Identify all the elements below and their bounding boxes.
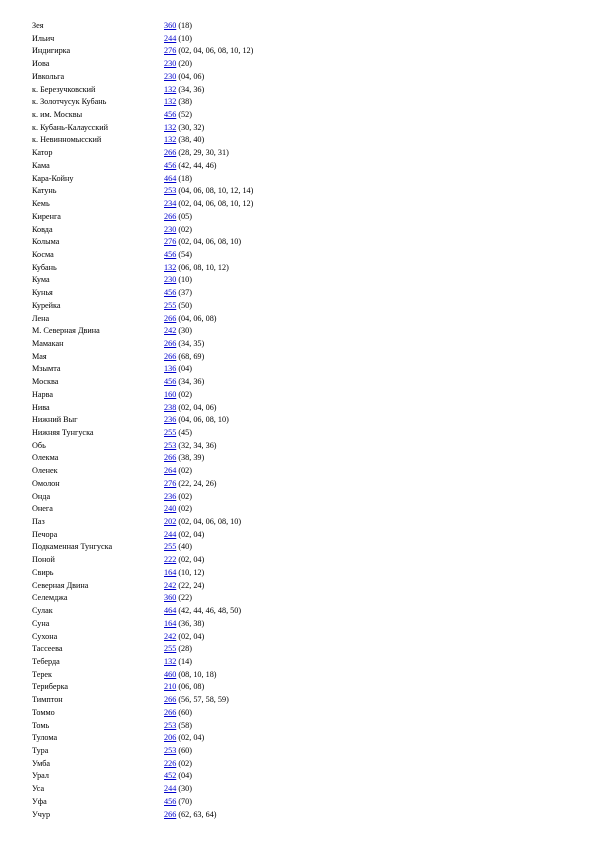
sheet-numbers: (60) bbox=[178, 745, 192, 755]
page-link[interactable]: 456 bbox=[164, 377, 177, 387]
river-name: Нива bbox=[32, 402, 50, 412]
page-reference bbox=[164, 516, 241, 529]
page-reference bbox=[164, 325, 192, 338]
page-link[interactable]: 234 bbox=[164, 199, 177, 209]
river-name: Тимптон bbox=[32, 695, 63, 705]
river-name: Селемджа bbox=[32, 593, 68, 603]
river-name: Терек bbox=[32, 669, 53, 679]
page-link[interactable]: 266 bbox=[164, 148, 177, 158]
page-reference bbox=[164, 580, 204, 593]
page-reference bbox=[164, 478, 217, 491]
river-name: Нарва bbox=[32, 389, 54, 399]
page-link[interactable]: 236 bbox=[164, 415, 177, 425]
river-name: Зея bbox=[32, 21, 44, 30]
page-link[interactable]: 276 bbox=[164, 46, 177, 56]
river-name: Москва bbox=[32, 377, 59, 387]
page-link[interactable]: 230 bbox=[164, 275, 177, 285]
page-reference bbox=[164, 529, 204, 542]
page-reference bbox=[164, 185, 253, 198]
page-link[interactable]: 253 bbox=[164, 186, 177, 196]
page-reference bbox=[164, 427, 192, 440]
page-link[interactable]: 202 bbox=[164, 517, 177, 527]
river-name: Сулак bbox=[32, 606, 53, 616]
page-link[interactable]: 266 bbox=[164, 211, 177, 221]
page-reference bbox=[164, 338, 204, 351]
page-reference bbox=[164, 287, 192, 300]
river-name: Мзымта bbox=[32, 364, 61, 374]
sheet-numbers: (22, 24) bbox=[178, 580, 205, 590]
page-link[interactable]: 266 bbox=[164, 707, 177, 717]
sheet-numbers: (02) bbox=[178, 491, 192, 501]
river-name: Поной bbox=[32, 555, 55, 565]
sheet-numbers: (02, 04, 06) bbox=[178, 402, 217, 412]
page-reference bbox=[164, 274, 192, 287]
page-link[interactable]: 160 bbox=[164, 389, 177, 399]
river-name: Кума bbox=[32, 275, 50, 285]
sheet-numbers: (38, 40) bbox=[178, 135, 205, 145]
page-reference bbox=[164, 224, 192, 237]
page-reference bbox=[164, 300, 192, 313]
page-reference bbox=[164, 681, 204, 694]
page-link[interactable]: 132 bbox=[164, 262, 177, 272]
sheet-numbers: (36, 38) bbox=[178, 618, 205, 628]
river-name: Тулома bbox=[32, 733, 58, 743]
page-link[interactable]: 266 bbox=[164, 453, 177, 463]
river-name: Ковда bbox=[32, 224, 53, 234]
page-reference bbox=[164, 783, 192, 796]
sheet-numbers: (02, 04, 06, 08, 10, 12) bbox=[178, 199, 254, 209]
page-link[interactable]: 253 bbox=[164, 720, 177, 730]
page-link[interactable]: 264 bbox=[164, 466, 177, 476]
river-name: Мая bbox=[32, 351, 47, 361]
river-name: Ильич bbox=[32, 33, 55, 43]
river-name: Подкаменная Тунгуска bbox=[32, 542, 113, 552]
river-name: Киренга bbox=[32, 211, 61, 221]
river-name: Нижняя Тунгуска bbox=[32, 428, 94, 437]
river-name: к. Золотчусук Кубань bbox=[32, 97, 107, 107]
river-name: Оленек bbox=[32, 466, 58, 476]
page-reference bbox=[164, 262, 229, 275]
river-name: Катунь bbox=[32, 186, 57, 196]
page-reference bbox=[164, 669, 217, 682]
river-name: Кара-Койну bbox=[32, 173, 74, 183]
river-name: Лена bbox=[32, 313, 50, 323]
page-reference bbox=[164, 109, 192, 122]
page-link[interactable]: 230 bbox=[164, 71, 177, 81]
river-name: Онда bbox=[32, 491, 51, 501]
page-reference bbox=[164, 402, 217, 415]
sheet-numbers: (02, 04, 06, 08, 10) bbox=[178, 517, 242, 527]
page-reference bbox=[164, 503, 192, 516]
page-reference bbox=[164, 122, 204, 135]
page-reference bbox=[164, 313, 217, 326]
sheet-numbers: (45) bbox=[178, 428, 192, 437]
sheet-numbers: (14) bbox=[178, 656, 192, 666]
sheet-numbers: (68, 69) bbox=[178, 351, 205, 361]
page-reference bbox=[164, 147, 229, 160]
page-reference bbox=[164, 745, 192, 758]
sheet-numbers: (04) bbox=[178, 364, 192, 374]
river-name: Томь bbox=[32, 720, 50, 730]
page-link[interactable]: 360 bbox=[164, 21, 177, 30]
sheet-numbers: (34, 36) bbox=[178, 377, 205, 387]
river-name: к. Кубань-Калаусский bbox=[32, 122, 109, 132]
sheet-numbers: (05) bbox=[178, 211, 192, 221]
page-reference bbox=[164, 707, 192, 720]
page-reference bbox=[164, 134, 204, 147]
page-reference bbox=[164, 656, 192, 669]
sheet-numbers: (02) bbox=[178, 389, 192, 399]
river-name: Курейка bbox=[32, 300, 61, 310]
sheet-numbers: (04) bbox=[178, 771, 192, 781]
page-reference bbox=[164, 732, 204, 745]
page-link[interactable]: 464 bbox=[164, 606, 177, 616]
page-link[interactable]: 253 bbox=[164, 440, 177, 450]
sheet-numbers: (18) bbox=[178, 173, 192, 183]
sheet-numbers: (62, 63, 64) bbox=[178, 809, 217, 819]
page-link[interactable]: 206 bbox=[164, 733, 177, 743]
sheet-numbers: (08, 10, 18) bbox=[178, 669, 217, 679]
page-reference bbox=[164, 249, 192, 262]
river-name: к. им. Москвы bbox=[32, 110, 83, 120]
page-reference bbox=[164, 351, 204, 364]
sheet-numbers: (10) bbox=[178, 33, 192, 43]
sheet-numbers: (04, 06, 08) bbox=[178, 313, 217, 323]
page-link[interactable]: 236 bbox=[164, 491, 177, 501]
river-name: Колыма bbox=[32, 237, 60, 247]
page-reference bbox=[164, 84, 204, 97]
sheet-numbers: (04, 06) bbox=[178, 71, 205, 81]
page-reference bbox=[164, 20, 192, 33]
river-name: М. Северная Двина bbox=[32, 326, 100, 336]
page-link[interactable]: 242 bbox=[164, 580, 177, 590]
page-link[interactable]: 244 bbox=[164, 33, 177, 43]
page-link[interactable]: 222 bbox=[164, 555, 177, 565]
river-name: Сухона bbox=[32, 631, 58, 641]
page-link[interactable]: 226 bbox=[164, 758, 177, 768]
sheet-numbers: (32, 34, 36) bbox=[178, 440, 217, 450]
river-name: Северная Двина bbox=[32, 580, 89, 590]
river-name: Паз bbox=[32, 517, 45, 527]
page-link[interactable]: 240 bbox=[164, 504, 177, 514]
river-name: Онега bbox=[32, 504, 53, 514]
page-link[interactable]: 132 bbox=[164, 656, 177, 666]
sheet-numbers: (04, 06, 08, 10, 12, 14) bbox=[178, 186, 254, 196]
sheet-numbers: (38) bbox=[178, 97, 192, 107]
sheet-numbers: (40) bbox=[178, 542, 192, 552]
river-name: Суна bbox=[32, 618, 50, 628]
river-name: Урал bbox=[32, 771, 49, 781]
page-link[interactable]: 456 bbox=[164, 249, 177, 259]
page-reference bbox=[164, 618, 204, 631]
sheet-numbers: (30) bbox=[178, 784, 192, 794]
sheet-numbers: (34, 35) bbox=[178, 338, 205, 348]
river-name: Иова bbox=[32, 59, 50, 69]
sheet-numbers: (58) bbox=[178, 720, 192, 730]
page-reference bbox=[164, 211, 192, 224]
sheet-numbers: (02) bbox=[178, 504, 192, 514]
page-link[interactable]: 266 bbox=[164, 313, 177, 323]
page-reference bbox=[164, 796, 192, 809]
page-link[interactable]: 242 bbox=[164, 631, 177, 641]
page-link[interactable]: 136 bbox=[164, 364, 177, 374]
sheet-numbers: (54) bbox=[178, 249, 192, 259]
river-name: Нижний Выг bbox=[32, 415, 78, 425]
page-reference bbox=[164, 363, 192, 376]
river-name: к. Невинномысский bbox=[32, 135, 102, 145]
page-link[interactable]: 456 bbox=[164, 160, 177, 170]
river-name: Свирь bbox=[32, 567, 54, 577]
page-reference bbox=[164, 452, 204, 465]
page-reference bbox=[164, 58, 192, 71]
page-reference bbox=[164, 440, 217, 453]
page-reference bbox=[164, 45, 253, 58]
page-link[interactable]: 266 bbox=[164, 351, 177, 361]
sheet-numbers: (42, 44, 46, 48, 50) bbox=[178, 606, 242, 616]
page-link[interactable]: 230 bbox=[164, 224, 177, 234]
page-reference bbox=[164, 33, 192, 46]
sheet-numbers: (70) bbox=[178, 796, 192, 806]
sheet-numbers: (02) bbox=[178, 758, 192, 768]
page-link[interactable]: 266 bbox=[164, 338, 177, 348]
page-reference bbox=[164, 376, 204, 389]
sheet-numbers: (30, 32) bbox=[178, 122, 205, 132]
river-name: Олекма bbox=[32, 453, 59, 463]
river-name: Кубань bbox=[32, 262, 57, 272]
sheet-numbers: (10) bbox=[178, 275, 192, 285]
page-link[interactable]: 276 bbox=[164, 237, 177, 247]
page-link[interactable]: 132 bbox=[164, 97, 177, 107]
sheet-numbers: (02, 04, 06, 08, 10) bbox=[178, 237, 242, 247]
page-link[interactable]: 255 bbox=[164, 542, 177, 552]
river-name: Индигирка bbox=[32, 46, 71, 56]
page-reference bbox=[164, 491, 192, 504]
page-reference bbox=[164, 198, 253, 211]
page-link[interactable]: 164 bbox=[164, 567, 177, 577]
river-name: Омолон bbox=[32, 478, 60, 488]
page-reference bbox=[164, 592, 192, 605]
page-link[interactable]: 164 bbox=[164, 618, 177, 628]
river-name: Уса bbox=[32, 784, 45, 794]
river-name: Кама bbox=[32, 160, 50, 170]
sheet-numbers: (34, 36) bbox=[178, 84, 205, 94]
river-name: Печора bbox=[32, 529, 58, 539]
sheet-numbers: (02, 04) bbox=[178, 529, 205, 539]
river-name: Кунья bbox=[32, 288, 53, 298]
sheet-numbers: (37) bbox=[178, 288, 192, 298]
page-reference bbox=[164, 160, 217, 173]
page-reference bbox=[164, 809, 217, 822]
page-link[interactable]: 360 bbox=[164, 593, 177, 603]
sheet-numbers: (28, 29, 30, 31) bbox=[178, 148, 229, 158]
sheet-numbers: (06, 08, 10, 12) bbox=[178, 262, 229, 272]
page-link[interactable]: 132 bbox=[164, 84, 177, 94]
river-name: Катор bbox=[32, 148, 53, 158]
page-reference bbox=[164, 605, 241, 618]
river-name: Тассеева bbox=[32, 644, 63, 654]
page-link[interactable]: 244 bbox=[164, 529, 177, 539]
sheet-numbers: (10, 12) bbox=[178, 567, 205, 577]
sheet-numbers: (18) bbox=[178, 21, 192, 30]
page-reference bbox=[164, 414, 229, 427]
page-link[interactable]: 276 bbox=[164, 478, 177, 488]
river-name: Косма bbox=[32, 249, 54, 259]
page-link[interactable]: 242 bbox=[164, 326, 177, 336]
sheet-numbers: (28) bbox=[178, 644, 192, 654]
page-link[interactable]: 255 bbox=[164, 428, 177, 437]
page-reference bbox=[164, 758, 192, 771]
page-reference bbox=[164, 643, 192, 656]
page-link[interactable]: 132 bbox=[164, 122, 177, 132]
river-name: Томмо bbox=[32, 707, 55, 717]
sheet-numbers: (02, 04, 06, 08, 10, 12) bbox=[178, 46, 254, 56]
sheet-numbers: (02, 04) bbox=[178, 555, 205, 565]
sheet-numbers: (22) bbox=[178, 593, 192, 603]
river-name: Ивкольга bbox=[32, 71, 65, 81]
river-name: Мамакан bbox=[32, 338, 64, 348]
page-link[interactable]: 255 bbox=[164, 300, 177, 310]
page-link[interactable]: 266 bbox=[164, 695, 177, 705]
sheet-numbers: (22, 24, 26) bbox=[178, 478, 217, 488]
page-reference bbox=[164, 694, 229, 707]
page-link[interactable]: 456 bbox=[164, 796, 177, 806]
page-link[interactable]: 464 bbox=[164, 173, 177, 183]
sheet-numbers: (42, 44, 46) bbox=[178, 160, 217, 170]
river-name: Уфа bbox=[32, 796, 47, 806]
page-link[interactable]: 238 bbox=[164, 402, 177, 412]
river-name: Обь bbox=[32, 440, 46, 450]
page-reference bbox=[164, 770, 192, 783]
page-reference bbox=[164, 71, 204, 84]
river-name: Умба bbox=[32, 758, 51, 768]
page-link[interactable]: 456 bbox=[164, 110, 177, 120]
sheet-numbers: (30) bbox=[178, 326, 192, 336]
page-link[interactable]: 253 bbox=[164, 745, 177, 755]
page-reference bbox=[164, 567, 204, 580]
sheet-numbers: (02, 04) bbox=[178, 631, 205, 641]
page-link[interactable]: 230 bbox=[164, 59, 177, 69]
sheet-numbers: (38, 39) bbox=[178, 453, 205, 463]
page-link[interactable]: 266 bbox=[164, 809, 177, 819]
page-reference bbox=[164, 96, 192, 109]
page-link[interactable]: 452 bbox=[164, 771, 177, 781]
river-name: Учур bbox=[32, 809, 51, 819]
sheet-numbers: (60) bbox=[178, 707, 192, 717]
sheet-numbers: (06, 08) bbox=[178, 682, 205, 692]
sheet-numbers: (02) bbox=[178, 466, 192, 476]
sheet-numbers: (56, 57, 58, 59) bbox=[178, 695, 229, 705]
page-link[interactable]: 244 bbox=[164, 784, 177, 794]
page-reference bbox=[164, 173, 192, 186]
sheet-numbers: (02) bbox=[178, 224, 192, 234]
river-name: Кемь bbox=[32, 199, 50, 209]
page-reference bbox=[164, 389, 192, 402]
river-name: Теберда bbox=[32, 656, 60, 666]
page-reference bbox=[164, 554, 204, 567]
page-reference bbox=[164, 236, 241, 249]
river-name: к. Березучковский bbox=[32, 84, 96, 94]
page-reference bbox=[164, 465, 192, 478]
river-name: Тура bbox=[32, 745, 49, 755]
river-name: Териберка bbox=[32, 682, 69, 692]
page-link[interactable]: 132 bbox=[164, 135, 177, 145]
sheet-numbers: (50) bbox=[178, 300, 192, 310]
sheet-numbers: (52) bbox=[178, 110, 192, 120]
sheet-numbers: (04, 06, 08, 10) bbox=[178, 415, 229, 425]
page-link[interactable]: 456 bbox=[164, 288, 177, 298]
page-reference bbox=[164, 720, 192, 733]
page-reference bbox=[164, 631, 204, 644]
page-link[interactable]: 460 bbox=[164, 669, 177, 679]
page-reference bbox=[164, 541, 192, 554]
sheet-numbers: (20) bbox=[178, 59, 192, 69]
page-link[interactable]: 255 bbox=[164, 644, 177, 654]
sheet-numbers: (02, 04) bbox=[178, 733, 205, 743]
page-link[interactable]: 210 bbox=[164, 682, 177, 692]
